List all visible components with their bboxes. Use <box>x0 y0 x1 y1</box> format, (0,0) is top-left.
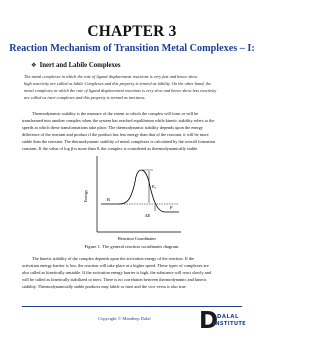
thermodynamic-paragraph <box>22 111 242 152</box>
paragraph-line: also called as kinetically unstable. If the activation energy barrier is high, the substance will react slowly and <box>22 269 211 275</box>
intro-line: high reactivity are called as labile Complexes and this property is termed as lability. On the other hand, the <box>24 80 211 86</box>
logo-line1: DALAL <box>217 314 239 320</box>
chapter-title: Reaction Mechanism of Transition Metal Complexes – I: <box>9 43 255 54</box>
delta-energy-label: ΔE <box>145 213 151 218</box>
intro-paragraph <box>24 74 241 102</box>
kinetic-paragraph <box>22 256 242 291</box>
figure-caption: Figure 1. The general reaction coordinates diagram. <box>84 244 180 249</box>
paragraph-line: constant. If the value of log β is more than 8, the complex is considered as thermodynamically stable. <box>22 145 199 151</box>
paragraph-line: stability. Thermodynamically stable products may labile or inert and the vice versa is also true. <box>22 283 187 289</box>
logo-line2: INSTITUTE <box>213 321 247 327</box>
paragraph-line: stable than the reactant. The thermodynamic stability of metal complexes is calculated by the overall formation <box>22 138 216 144</box>
y-axis-label: Energy <box>83 189 88 203</box>
paragraph-line: speeds at which these transformations take place. The thermodynamic stability depends upon the energy <box>22 124 204 130</box>
paragraph-line: difference of the reactant and product if the product has less energy than that of the reactant, it will be more <box>22 131 209 137</box>
reaction-coordinate-diagram <box>79 152 185 242</box>
x-axis-label: Reaction Coordinates <box>118 236 156 241</box>
logo-initial: D <box>199 308 219 334</box>
paragraph-line: activation energy barrier is low, the reaction will take place at a higher speed. These types of complexes are <box>22 262 209 268</box>
copyright-text: Copyright © Mandeep Dalal <box>98 316 151 321</box>
section-heading-text: Inert and Labile Complexes <box>39 62 121 69</box>
paragraph-line: will be called as kinetically stabilized or inert. There is no correlation between thermodynamic and kinetic <box>22 276 207 282</box>
chapter-number: CHAPTER 3 <box>87 23 177 40</box>
diamond-outline-icon: ❖ <box>31 62 37 69</box>
section-heading <box>31 62 121 69</box>
energy-curve <box>101 170 179 212</box>
footer-divider <box>22 306 242 307</box>
paragraph-line: Thermodynamic stability is the measure of the extent to which the complex will form or will be <box>32 111 199 116</box>
paragraph-line: The kinetic stability of the complex depends upon the activation energy of the reaction. If the <box>32 256 195 261</box>
intro-line: are called as inert complexes and this property is termed as inertness. <box>24 94 146 100</box>
paragraph-line: transformed into another complex when the system has reached equilibrium while kinetic stability refers to the <box>22 117 215 123</box>
dalal-institute-logo <box>199 309 245 333</box>
product-label: P <box>170 205 173 210</box>
intro-line: The metal complexes in which the rate of ligand displacement reactions is very fast and hence show <box>24 74 198 79</box>
activation-energy-label: Eₐ <box>152 184 157 189</box>
intro-line: metal complexes in which the rate of ligand displacement reactions is very slow and hence show less reactivity <box>24 87 217 93</box>
reactant-label: R <box>107 197 111 202</box>
